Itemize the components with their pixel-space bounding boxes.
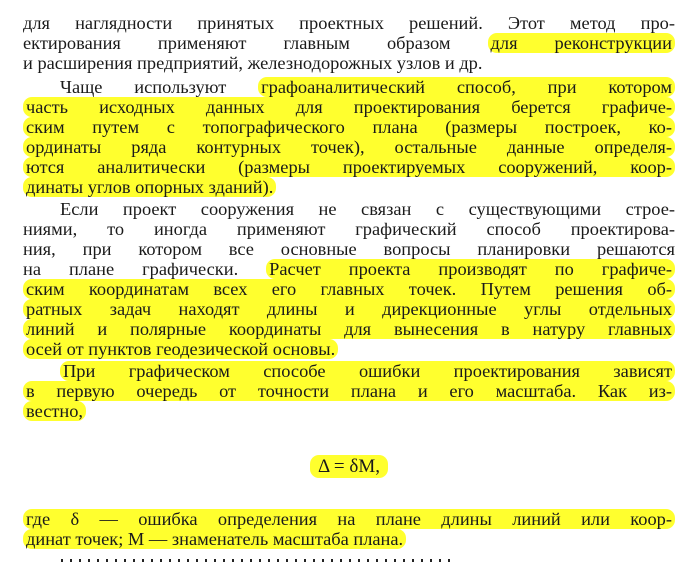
highlight: При графическом способе ошибки проектирования зависят: [60, 361, 675, 381]
text-line-5: [23, 97, 675, 117]
highlight: ратных задач находят длины и дирекционные углы отдельных: [23, 299, 675, 319]
text-line-19: [23, 381, 675, 401]
highlight: динаты углов опорных зданий).: [23, 177, 276, 197]
text-line-11: ниями, то иногда применяют графический способ проектирова-: [23, 219, 675, 239]
highlight: линий и полярные координаты для вынесения в натуру главных: [23, 319, 675, 339]
text-line-9: [23, 177, 675, 197]
highlight: Расчет проекта производят по графиче-: [266, 259, 675, 279]
text-line-1: для наглядности принятых проектных решений. Этот метод про-: [23, 13, 675, 33]
highlight: осей от пунктов геодезической основы.: [23, 339, 338, 359]
text-line-21: [23, 509, 675, 529]
text-line-10: Если проект сооружения не связан с существующими строе-: [60, 199, 675, 219]
text-line-17: [23, 339, 675, 359]
text-line-22: [23, 529, 675, 549]
text-line-4: Чаще используют графоаналитический способ, при котором: [23, 77, 675, 97]
text-line-18: [23, 361, 675, 381]
highlight: графоаналитический способ, при котором: [258, 77, 675, 97]
formula: [0, 455, 698, 479]
formula-highlight: Δ = δM,: [310, 455, 388, 478]
text-line-12: ния, при котором все основные вопросы планировки решаются: [23, 239, 675, 259]
highlight: ским координатам всех его главных точек. Путем решения об-: [23, 279, 675, 299]
highlight: ординаты ряда контурных точек), остальные данные определя-: [23, 137, 675, 157]
text-line-6: [23, 117, 675, 137]
text-line-14: [23, 279, 675, 299]
highlight: динат точек; М — знаменатель масштаба плана.: [23, 529, 406, 549]
text-line-7: [23, 137, 675, 157]
highlight: часть исходных данных для проектирования берется графиче-: [23, 97, 675, 117]
text-line-8: [23, 157, 675, 177]
text-line-2: ектирования применяют главным образом для реконструкции: [23, 33, 675, 53]
text-line-20: [23, 401, 675, 421]
highlight: где δ — ошибка определения на плане длины линий или коор-: [23, 509, 675, 529]
text-line-16: [23, 319, 675, 339]
highlight: ским путем с топографического плана (размеры построек, ко-: [23, 117, 675, 137]
text-line-13: на плане графически. Расчет проекта производят по графиче-: [23, 259, 675, 279]
highlight: для реконструкции: [488, 33, 675, 53]
highlight: вестно,: [23, 401, 86, 421]
highlight: в первую очередь от точности плана и его масштаба. Как из-: [23, 381, 675, 401]
highlight: ются аналитически (размеры проектируемых сооружений, коор-: [23, 157, 675, 177]
text-line-3: и расширения предприятий, железнодорожных узлов и др.: [23, 53, 483, 73]
text-line-15: [23, 299, 675, 319]
cut-off-next-line: [23, 555, 675, 562]
